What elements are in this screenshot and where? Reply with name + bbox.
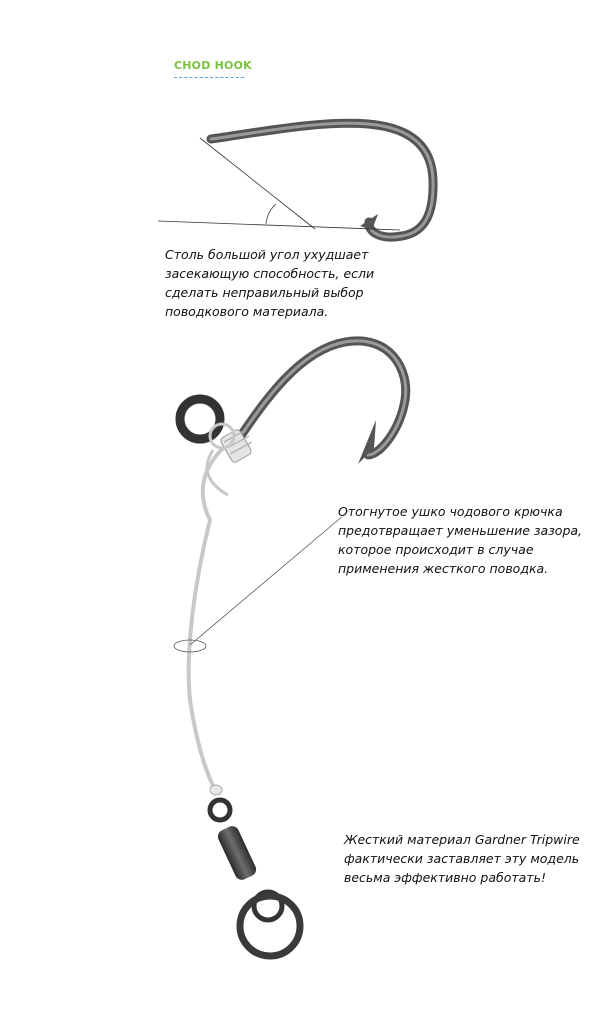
note-angle-line-3: сделать неправильный выбор <box>165 285 364 300</box>
note-material-line-3: весьма эффективно работать! <box>344 870 546 885</box>
gap-pointer <box>174 510 350 652</box>
diagram-title: CHOD HOOK <box>174 59 252 72</box>
note-eye-line-2: предотвращает уменьшение зазора, <box>338 523 583 538</box>
note-angle <box>165 245 374 321</box>
ring-icon <box>180 399 220 439</box>
angle-lines <box>158 138 400 230</box>
note-angle-line-2: засекающую способность, если <box>165 266 375 281</box>
note-eye <box>338 502 582 578</box>
note-angle-line-1: Столь большой угол ухудшает <box>165 247 369 262</box>
note-eye-line-1: Отогнутое ушко чодового крючка <box>338 504 563 519</box>
note-eye-line-4: применения жесткого поводка. <box>338 561 549 576</box>
note-material <box>344 830 580 887</box>
note-material-line-2: фактически заставляет эту модель <box>344 851 580 866</box>
note-material-line-1: Жесткий материал Gardner Tripwire <box>344 832 580 847</box>
chod-hook-icon <box>211 123 433 237</box>
note-eye-line-3: которое происходит в случае <box>338 542 534 557</box>
note-angle-line-4: поводкового материала. <box>165 304 329 319</box>
swivel-icon <box>210 800 300 956</box>
